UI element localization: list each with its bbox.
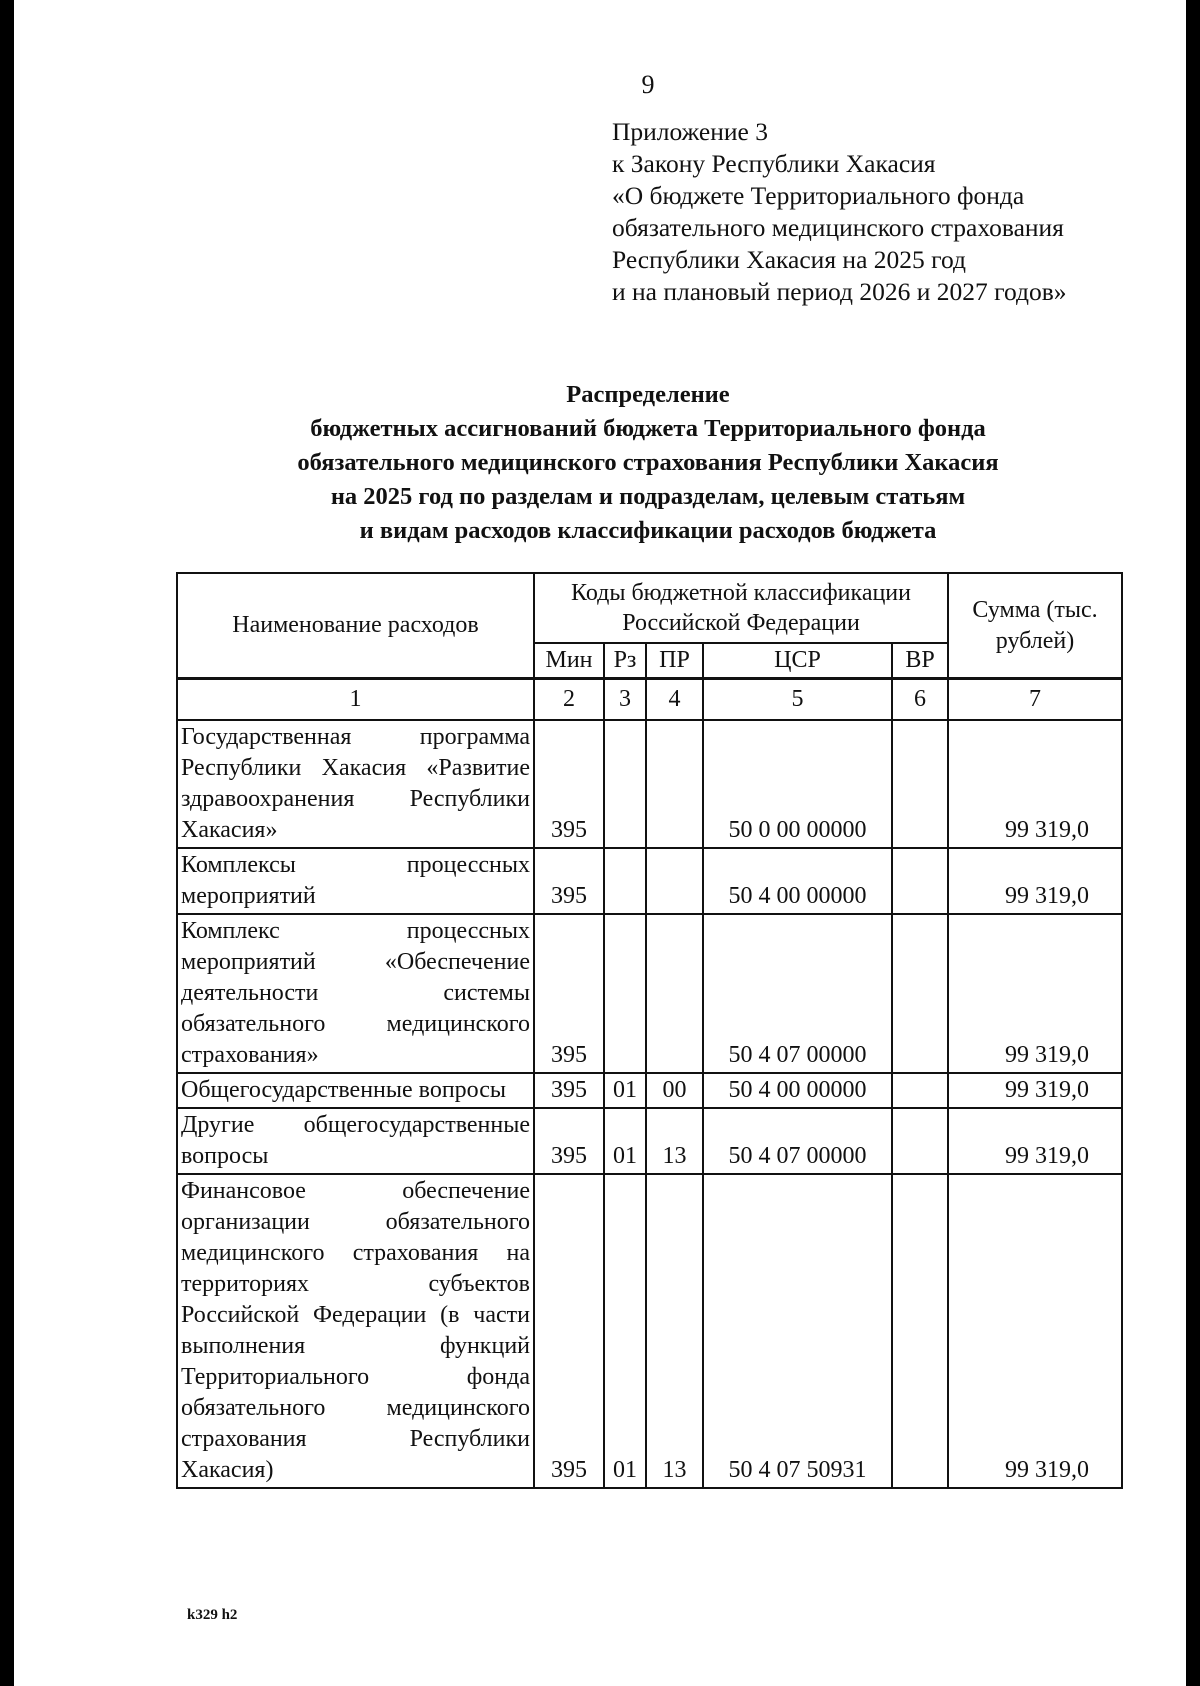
appendix-line: к Закону Республики Хакасия bbox=[612, 149, 936, 178]
column-number: 5 bbox=[703, 679, 892, 721]
title-line: бюджетных ассигнований бюджета Территориального фонда bbox=[310, 415, 986, 442]
header-pr: ПР bbox=[646, 643, 703, 679]
row-rz: 01 bbox=[604, 1073, 646, 1108]
row-sum: 99 319,0 bbox=[948, 1108, 1122, 1174]
row-name: Комплекс процессных мероприятий «Обеспечение деятельности системы обязательного медицинского страхования» bbox=[177, 914, 534, 1073]
appendix-line: «О бюджете Территориального фонда bbox=[612, 181, 1025, 210]
title-line: обязательного медицинского страхования Республики Хакасия bbox=[297, 449, 999, 476]
row-vr bbox=[892, 914, 948, 1073]
row-sum: 99 319,0 bbox=[948, 720, 1122, 848]
column-number: 6 bbox=[892, 679, 948, 721]
row-sum: 99 319,0 bbox=[948, 848, 1122, 914]
row-min: 395 bbox=[534, 1073, 604, 1108]
title-line: и видам расходов классификации расходов бюджета bbox=[359, 517, 937, 544]
row-rz bbox=[604, 720, 646, 848]
row-csr: 50 4 07 50931 bbox=[703, 1174, 892, 1488]
table-row bbox=[177, 720, 1122, 848]
row-pr: 13 bbox=[646, 1108, 703, 1174]
column-number: 3 bbox=[604, 679, 646, 721]
scan-border-left bbox=[0, 0, 14, 1686]
column-number: 1 bbox=[177, 679, 534, 721]
page-number: 9 bbox=[641, 70, 655, 99]
row-name: Другие общегосударственные вопросы bbox=[177, 1108, 534, 1174]
row-rz: 01 bbox=[604, 1174, 646, 1488]
table-row bbox=[177, 914, 1122, 1073]
row-vr bbox=[892, 1174, 948, 1488]
header-vr: ВР bbox=[892, 643, 948, 679]
header-min: Мин bbox=[534, 643, 604, 679]
header-rz: Рз bbox=[604, 643, 646, 679]
row-name: Общегосударственные вопросы bbox=[177, 1073, 534, 1108]
row-pr bbox=[646, 914, 703, 1073]
column-number: 2 bbox=[534, 679, 604, 721]
table-row bbox=[177, 1108, 1122, 1174]
title-line: на 2025 год по разделам и подразделам, целевым статьям bbox=[330, 483, 966, 510]
row-name: Комплексы процессных мероприятий bbox=[177, 848, 534, 914]
row-pr bbox=[646, 848, 703, 914]
row-csr: 50 4 00 00000 bbox=[703, 1073, 892, 1108]
row-min: 395 bbox=[534, 914, 604, 1073]
row-name: Государственная программа Республики Хакасия «Развитие здравоохранения Республики Хакасия» bbox=[177, 720, 534, 848]
table-row bbox=[177, 1174, 1122, 1488]
appendix-line: Приложение 3 bbox=[612, 117, 768, 146]
row-vr bbox=[892, 720, 948, 848]
row-rz bbox=[604, 914, 646, 1073]
row-name: Финансовое обеспечение организации обязательного медицинского страхования на территориях субъектов Российской Федерации (в части выполнения функций Территориального фонда обязательного медицинского страхования Республики Хакасия) bbox=[177, 1174, 534, 1488]
row-min: 395 bbox=[534, 1108, 604, 1174]
appendix-line: Республики Хакасия на 2025 год bbox=[612, 245, 966, 274]
table-row bbox=[177, 848, 1122, 914]
header-name: Наименование расходов bbox=[177, 573, 534, 679]
row-pr: 00 bbox=[646, 1073, 703, 1108]
table-row bbox=[177, 1073, 1122, 1108]
scan-border-right bbox=[1186, 0, 1200, 1686]
header-codes-group: Коды бюджетной классификации Российской Федерации bbox=[534, 573, 948, 643]
row-vr bbox=[892, 1073, 948, 1108]
row-csr: 50 4 07 00000 bbox=[703, 914, 892, 1073]
appendix-line: обязательного медицинского страхования bbox=[612, 213, 1064, 242]
row-csr: 50 4 07 00000 bbox=[703, 1108, 892, 1174]
row-csr: 50 0 00 00000 bbox=[703, 720, 892, 848]
row-rz bbox=[604, 848, 646, 914]
row-vr bbox=[892, 848, 948, 914]
row-sum: 99 319,0 bbox=[948, 914, 1122, 1073]
row-pr: 13 bbox=[646, 1174, 703, 1488]
document-title bbox=[0, 378, 1200, 548]
header-sum: Сумма (тыс. рублей) bbox=[948, 573, 1122, 679]
appendix-block bbox=[612, 116, 1067, 308]
column-number: 4 bbox=[646, 679, 703, 721]
row-rz: 01 bbox=[604, 1108, 646, 1174]
header-csr: ЦСР bbox=[703, 643, 892, 679]
column-number: 7 bbox=[948, 679, 1122, 721]
row-pr bbox=[646, 720, 703, 848]
title-line: Распределение bbox=[566, 381, 730, 408]
row-csr: 50 4 00 00000 bbox=[703, 848, 892, 914]
row-sum: 99 319,0 bbox=[948, 1174, 1122, 1488]
row-min: 395 bbox=[534, 1174, 604, 1488]
budget-table bbox=[176, 572, 1123, 1489]
row-min: 395 bbox=[534, 720, 604, 848]
row-vr bbox=[892, 1108, 948, 1174]
row-sum: 99 319,0 bbox=[948, 1073, 1122, 1108]
row-min: 395 bbox=[534, 848, 604, 914]
appendix-line: и на плановый период 2026 и 2027 годов» bbox=[612, 277, 1067, 306]
document-code: k329 h2 bbox=[187, 1607, 238, 1623]
